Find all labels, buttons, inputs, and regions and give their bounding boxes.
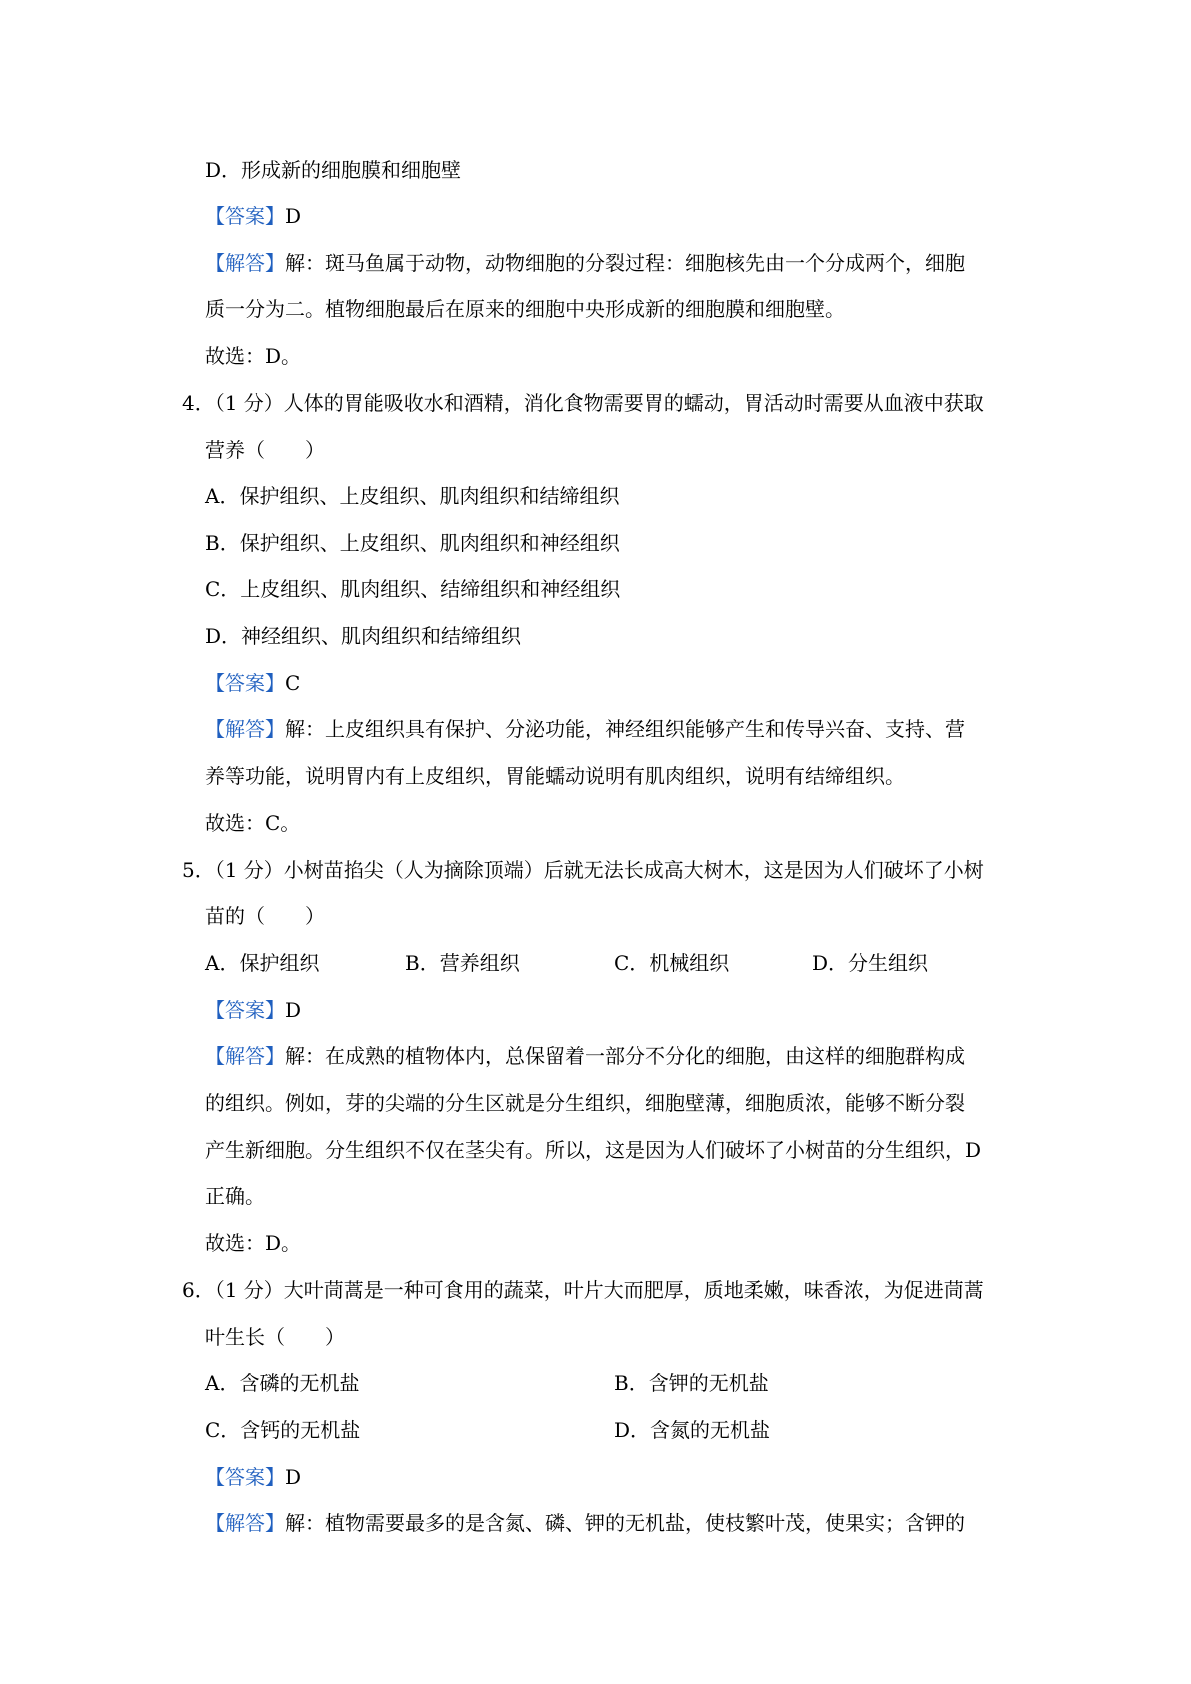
q4-analysis-line-1 — [205, 716, 965, 742]
q3-answer — [205, 203, 301, 229]
q4-analysis-line-2: 养等功能，说明胃内有上皮组织，胃能蠕动说明有肌肉组织，说明有结缔组织。 — [205, 764, 905, 788]
q6-analysis-line-1 — [205, 1510, 965, 1536]
q3-option-d: D．形成新的细胞膜和细胞壁 — [205, 158, 462, 182]
q5-analysis-line-1 — [205, 1043, 965, 1069]
q4-option-d: D．神经组织、肌肉组织和结缔组织 — [205, 624, 522, 648]
q5-analysis-line-4: 正确。 — [205, 1184, 265, 1208]
answer-value: C — [285, 671, 301, 695]
q6-option-d: D．含氮的无机盐 — [614, 1418, 771, 1442]
q6-answer — [205, 1464, 301, 1490]
q6-stem-line-1: 6．（1 分）大叶茼蒿是一种可食用的蔬菜，叶片大而肥厚，质地柔嫩，味香浓，为促进茼蒿 — [182, 1278, 984, 1302]
analysis-text: 解：在成熟的植物体内，总保留着一部分不分化的细胞，由这样的细胞群构成 — [285, 1044, 965, 1068]
q6-option-b: B．含钾的无机盐 — [614, 1371, 769, 1395]
q4-option-b: B．保护组织、上皮组织、肌肉组织和神经组织 — [205, 531, 620, 555]
analysis-text: 解：斑马鱼属于动物，动物细胞的分裂过程：细胞核先由一个分成两个，细胞 — [285, 251, 965, 275]
analysis-text: 解：植物需要最多的是含氮、磷、钾的无机盐，使枝繁叶茂，使果实；含钾的 — [285, 1511, 965, 1535]
q4-stem-line-2: 营养（ ） — [205, 438, 325, 462]
q5-option-b: B．营养组织 — [405, 951, 520, 975]
analysis-tag: 【解答】 — [205, 1044, 285, 1068]
analysis-tag: 【解答】 — [205, 717, 285, 741]
q3-analysis-line-2: 质一分为二。植物细胞最后在原来的细胞中央形成新的细胞膜和细胞壁。 — [205, 297, 845, 321]
q5-answer — [205, 997, 301, 1023]
q5-stem-line-1: 5．（1 分）小树苗掐尖（人为摘除顶端）后就无法长成高大树木，这是因为人们破坏了小树 — [182, 858, 984, 882]
answer-tag: 【答案】 — [205, 1465, 285, 1489]
analysis-tag: 【解答】 — [205, 251, 285, 275]
q4-choice: 故选：C。 — [205, 811, 301, 835]
answer-tag: 【答案】 — [205, 998, 285, 1022]
q4-option-a: A．保护组织、上皮组织、肌肉组织和结缔组织 — [205, 484, 620, 508]
q5-option-a: A．保护组织 — [205, 951, 320, 975]
q5-analysis-line-2: 的组织。例如，芽的尖端的分生区就是分生组织，细胞壁薄，细胞质浓，能够不断分裂 — [205, 1091, 965, 1115]
q3-analysis-line-1 — [205, 250, 965, 276]
q5-option-d: D．分生组织 — [812, 951, 929, 975]
q5-stem-line-2: 苗的（ ） — [205, 904, 325, 928]
q5-analysis-line-3: 产生新细胞。分生组织不仅在茎尖有。所以，这是因为人们破坏了小树苗的分生组织，D — [205, 1138, 982, 1162]
q5-choice: 故选：D。 — [205, 1231, 302, 1255]
analysis-text: 解：上皮组织具有保护、分泌功能，神经组织能够产生和传导兴奋、支持、营 — [285, 717, 965, 741]
q6-option-c: C．含钙的无机盐 — [205, 1418, 361, 1442]
q4-option-c: C．上皮组织、肌肉组织、结缔组织和神经组织 — [205, 577, 621, 601]
analysis-tag: 【解答】 — [205, 1511, 285, 1535]
answer-tag: 【答案】 — [205, 204, 285, 228]
q4-answer — [205, 670, 300, 696]
q4-stem-line-1: 4．（1 分）人体的胃能吸收水和酒精，消化食物需要胃的蠕动，胃活动时需要从血液中获取 — [182, 391, 984, 415]
answer-tag: 【答案】 — [205, 671, 285, 695]
q6-option-a: A．含磷的无机盐 — [205, 1371, 360, 1395]
q5-option-c: C．机械组织 — [614, 951, 730, 975]
answer-value: D — [285, 998, 302, 1022]
q6-stem-line-2: 叶生长（ ） — [205, 1325, 345, 1349]
q3-choice: 故选：D。 — [205, 344, 302, 368]
answer-value: D — [285, 1465, 302, 1489]
answer-value: D — [285, 204, 302, 228]
